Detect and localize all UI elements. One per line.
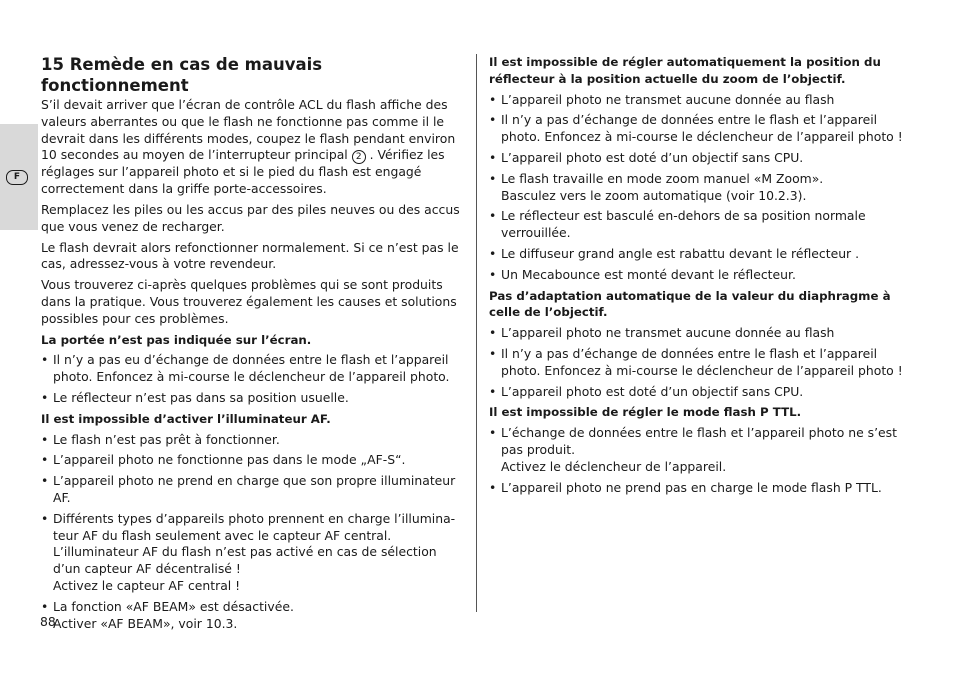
- left-column: [41, 54, 466, 636]
- pttl-problem-list: [489, 425, 909, 496]
- list-item: • Le flash n’est pas prêt à fonctionner.: [41, 432, 466, 449]
- list-item: • Il n’y a pas eu d’échange de données entre le flash et l’appareil photo. Enfoncez à mi-course le déclencheur de l’appareil photo.: [41, 352, 466, 386]
- list-item: • La fonction «AF BEAM» est désactivée. Activer «AF BEAM», voir 10.3.: [41, 599, 466, 633]
- list-item: • Le diffuseur grand angle est rabattu devant le réflecteur .: [489, 246, 909, 263]
- list-item: • Le flash travaille en mode zoom manuel «M Zoom». Basculez vers le zoom automatique (voir 10.2.3).: [489, 171, 909, 205]
- section-heading-af-illuminator: Il est impossible d’activer l’illuminateur AF.: [41, 411, 331, 426]
- intro-text-before: S’il devait arriver que l’écran de contrôle ACL du flash affiche des valeurs aberrantes ou que le flash ne fonctionne pas comme il le devrait dans les différents modes, coupez le flash pendant environ 10 secondes au moyen de l’interrupteur principal: [41, 97, 456, 163]
- list-item: • Il n’y a pas d’échange de données entre le flash et l’appareil photo. Enfoncez à mi-course le déclencheur de l’appareil photo !: [489, 346, 909, 380]
- af-illuminator-problem-list: [41, 432, 466, 633]
- section-heading-pttl: Il est impossible de régler le mode flash P TTL.: [489, 405, 802, 420]
- paragraph-problems-intro: Vous trouverez ci-après quelques problèmes qui se sont produits dans la pratique. Vous trouverez également les causes et solutions possibles pour ces problèmes.: [41, 277, 457, 326]
- list-item: • L’appareil photo ne transmet aucune donnée au flash: [489, 92, 909, 109]
- list-item: • L’appareil photo ne prend pas en charge le mode flash P TTL.: [489, 480, 909, 497]
- page-title: 15 Remède en cas de mauvais fonctionnement: [41, 55, 323, 95]
- paragraph-replace-batteries: Remplacez les piles ou les accus par des piles neuves ou des accus que vous venez de recharger.: [41, 201, 460, 234]
- list-item: • Le réflecteur n’est pas dans sa position usuelle.: [41, 390, 466, 407]
- list-item: • L’appareil photo ne transmet aucune donnée au flash: [489, 325, 909, 342]
- list-item: • L’échange de données entre le flash et l’appareil photo ne s’est pas produit. Activez le déclencheur de l’appareil.: [489, 425, 909, 475]
- list-item: • Le réflecteur est basculé en-dehors de sa position normale verrouillée.: [489, 208, 909, 242]
- range-problem-list: [41, 352, 466, 406]
- section-heading-reflector-zoom: Il est impossible de régler automatiquement la position du réflecteur à la position actuelle du zoom de l’objectif.: [489, 55, 881, 86]
- page-number: 88: [40, 614, 56, 629]
- column-divider: [476, 54, 477, 612]
- intro-text-after: . Vérifiez les réglages sur l’appareil photo et si le pied du flash est engagé correctement dans la griffe porte-accessoires.: [41, 147, 445, 197]
- list-item: • Il n’y a pas d’échange de données entre le flash et l’appareil photo. Enfoncez à mi-course le déclencheur de l’appareil photo !: [489, 112, 909, 146]
- list-item: • L’appareil photo ne prend en charge que son propre illuminateur AF.: [41, 473, 466, 507]
- aperture-problem-list: [489, 325, 909, 400]
- right-column: [489, 54, 909, 500]
- intro-paragraph: [41, 97, 466, 198]
- circled-number-2: 2: [352, 150, 366, 164]
- list-item: • Un Mecabounce est monté devant le réflecteur.: [489, 267, 909, 284]
- language-badge: F: [6, 170, 28, 185]
- list-item: • L’appareil photo est doté d’un objectif sans CPU.: [489, 150, 909, 167]
- reflector-zoom-problem-list: [489, 92, 909, 284]
- section-heading-range: La portée n’est pas indiquée sur l’écran.: [41, 332, 312, 347]
- list-item: • Différents types d’appareils photo prennent en charge l’illumina- teur AF du flash seulement avec le capteur AF central. L’illuminateur AF du flash n’est pas activé en cas de sélection d’un capteur AF décentralisé ! Activez le capteur AF central !: [41, 511, 466, 595]
- section-heading-aperture: Pas d’adaptation automatique de la valeur du diaphragme à celle de l’objectif.: [489, 288, 891, 320]
- list-item: • L’appareil photo est doté d’un objectif sans CPU.: [489, 384, 909, 401]
- paragraph-contact-dealer: Le flash devrait alors refonctionner normalement. Si ce n’est pas le cas, adressez-vous à votre revendeur.: [41, 239, 459, 272]
- list-item: • L’appareil photo ne fonctionne pas dans le mode „AF-S“.: [41, 452, 466, 469]
